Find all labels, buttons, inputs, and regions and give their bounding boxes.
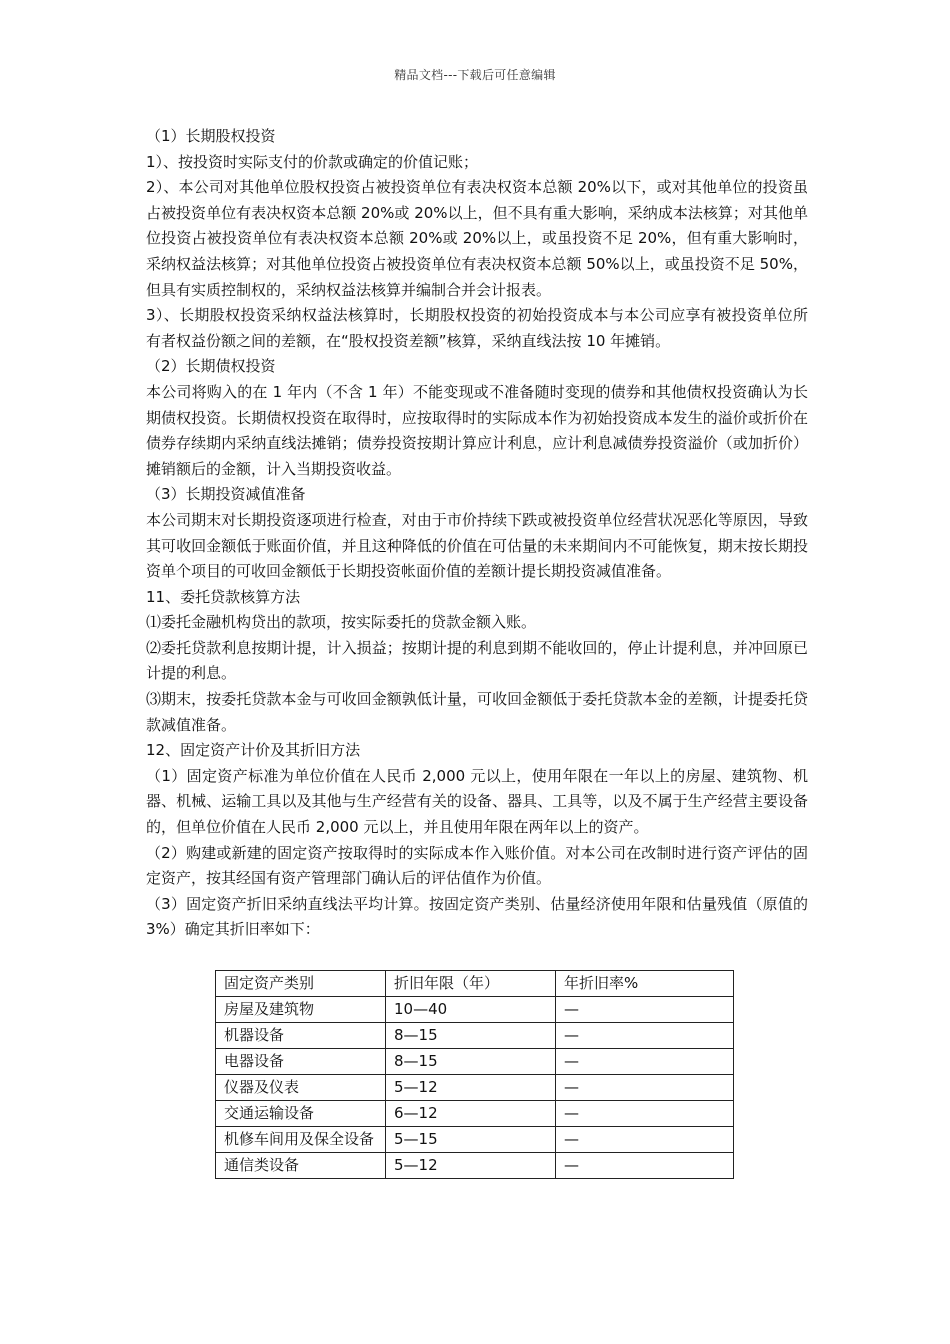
table-cell: 5—12 <box>386 1075 556 1101</box>
table-cell: 机器设备 <box>216 1023 386 1049</box>
paragraph: （2）购建或新建的固定资产按取得时的实际成本作入账价值。对本公司在改制时进行资产评估的固定资产，按其经国有资产管理部门确认后的评估值作为价值。 <box>146 843 808 888</box>
table-row <box>216 1153 734 1179</box>
heading-long-term-debt: （2）长期债权投资 <box>146 357 276 376</box>
table-cell: — <box>556 997 734 1023</box>
table-cell: 机修车间用及保全设备 <box>216 1127 386 1153</box>
table-cell: — <box>556 1127 734 1153</box>
depreciation-table-wrapper <box>215 970 734 1179</box>
table-cell: — <box>556 1101 734 1127</box>
table-row <box>216 1023 734 1049</box>
table-header-cell: 固定资产类别 <box>216 971 386 997</box>
paragraph: 2）、本公司对其他单位股权投资占被投资单位有表决权资本总额 20%以下，或对其他单位的投资虽占被投资单位有表决权资本总额 20%或 20%以上，但不具有重大影响，采纳成本法核算；对其他单位投资占被投资单位有表决权资本总额 20%或 20%以上，或虽投资不足 20%，但有重大影响时，采纳权益法核算；对其他单位投资占被投资单位有表决权资本总额 50%以上，或虽投资不足 50%，但具有实质控制权的，采纳权益法核算并编制合并会计报表。 <box>146 178 808 299</box>
paragraph: （1）固定资产标准为单位价值在人民币 2,000 元以上，使用年限在一年以上的房屋、建筑物、机器、机械、运输工具以及其他与生产经营有关的设备、器具、工具等，以及不属于生产经营主要设备的，但单位价值在人民币 2,000 元以上，并且使用年限在两年以上的资产。 <box>146 766 808 837</box>
table-cell: 电器设备 <box>216 1049 386 1075</box>
table-cell: 6—12 <box>386 1101 556 1127</box>
table-cell: — <box>556 1153 734 1179</box>
heading-impairment: （3）长期投资减值准备 <box>146 485 306 504</box>
table-header-cell: 年折旧率% <box>556 971 734 997</box>
paragraph: ⑴委托金融机构贷出的款项，按实际委托的贷款金额入账。 <box>146 613 537 632</box>
table-row <box>216 1049 734 1075</box>
document-body <box>146 124 808 943</box>
paragraph: ⑶期末，按委托贷款本金与可收回金额孰低计量，可收回金额低于委托贷款本金的差额，计提委托贷款减值准备。 <box>146 690 808 734</box>
table-row <box>216 997 734 1023</box>
table-cell: 8—15 <box>386 1049 556 1075</box>
heading-fixed-assets: 12、固定资产计价及其折旧方法 <box>146 741 361 760</box>
table-row <box>216 1101 734 1127</box>
table-cell: 5—15 <box>386 1127 556 1153</box>
paragraph: 1）、按投资时实际支付的价款或确定的价值记账； <box>146 152 479 171</box>
paragraph: ⑵委托贷款利息按期计提，计入损益；按期计提的利息到期不能收回的，停止计提利息，并冲回原已计提的利息。 <box>146 638 808 683</box>
table-cell: 10—40 <box>386 997 556 1023</box>
table-cell: 8—15 <box>386 1023 556 1049</box>
table-cell: 交通运输设备 <box>216 1101 386 1127</box>
table-row <box>216 1127 734 1153</box>
table-cell: 房屋及建筑物 <box>216 997 386 1023</box>
depreciation-table <box>215 970 734 1179</box>
table-cell: — <box>556 1049 734 1075</box>
heading-entrusted-loans: 11、委托贷款核算方法 <box>146 587 301 606</box>
page-header: 精品文档---下载后可任意编辑 <box>394 68 556 82</box>
table-header-row <box>216 971 734 997</box>
paragraph: 本公司将购入的在 1 年内（不含 1 年）不能变现或不准备随时变现的债券和其他债权投资确认为长期债权投资。长期债权投资在取得时，应按取得时的实际成本作为初始投资成本发生的溢价或折价在债券存续期内采纳直线法摊销；债券投资按期计算应计利息，应计利息减债券投资溢价（或加折价）摊销额后的金额，计入当期投资收益。 <box>146 382 808 478</box>
paragraph: 本公司期末对长期投资逐项进行检查，对由于市价持续下跌或被投资单位经营状况恶化等原因，导致其可收回金额低于账面价值，并且这种降低的价值在可估量的未来期间内不可能恢复，期末按长期投资单个项目的可收回金额低于长期投资帐面价值的差额计提长期投资减值准备。 <box>146 510 808 581</box>
table-header-cell: 折旧年限（年） <box>386 971 556 997</box>
table-cell: — <box>556 1023 734 1049</box>
paragraph: 3）、长期股权投资采纳权益法核算时，长期股权投资的初始投资成本与本公司应享有被投资单位所有者权益份额之间的差额，在“股权投资差额”核算，采纳直线法按 10 年摊销。 <box>146 306 808 350</box>
table-cell: 仪器及仪表 <box>216 1075 386 1101</box>
heading-long-term-equity: （1）长期股权投资 <box>146 127 276 145</box>
table-row <box>216 1075 734 1101</box>
table-cell: 5—12 <box>386 1153 556 1179</box>
table-cell: — <box>556 1075 734 1101</box>
table-cell: 通信类设备 <box>216 1153 386 1179</box>
paragraph: （3）固定资产折旧采纳直线法平均计算。按固定资产类别、估量经济使用年限和估量残值（原值的 3%）确定其折旧率如下： <box>146 894 808 939</box>
